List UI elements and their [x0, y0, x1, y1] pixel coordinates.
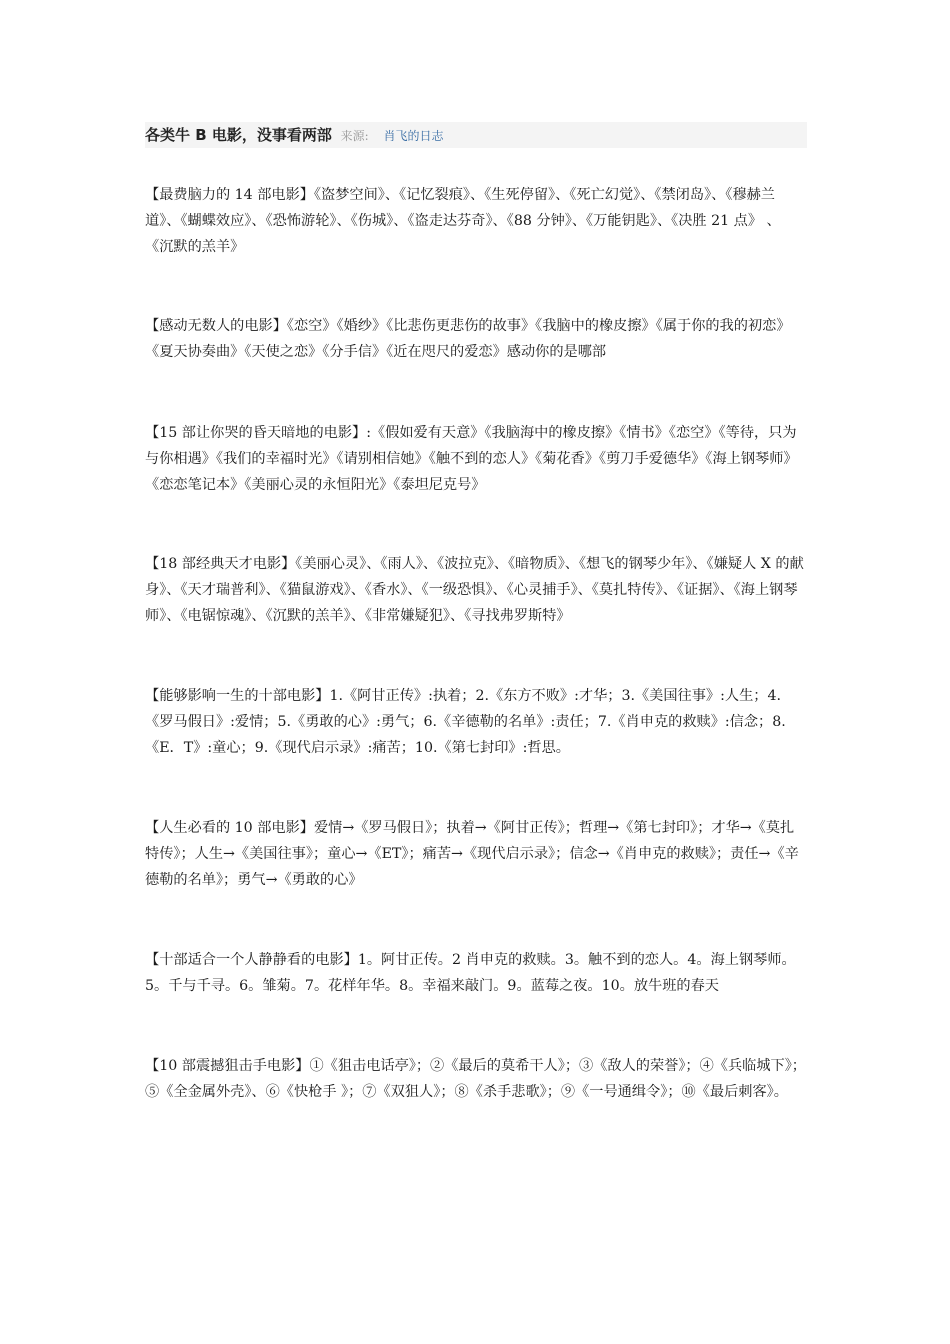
section-body: ①《狙击电话亭》；②《最后的莫希干人》；③《敌人的荣誉》；④《兵临城下》；⑤《全金属外壳》、⑥《快枪手 》；⑦《双狙人》；⑧《杀手悲歌》；⑨《一号通缉令》；⑩《最后刺客》。 — [145, 1058, 806, 1100]
section-body: 1。阿甘正传。2 肖申克的救赎。3。触不到的恋人。4。海上钢琴师。5。千与千寻。6。雏菊。7。花样年华。8。幸福来敲门。9。蓝莓之夜。10。放牛班的春天 — [145, 952, 796, 994]
section-must-see-films — [145, 815, 807, 893]
source-link[interactable]: 肖飞的日志 — [383, 129, 444, 143]
section-heading: 【人生必看的 10 部电影】 — [145, 820, 314, 836]
section-heading: 【10 部震撼狙击手电影】 — [145, 1058, 310, 1074]
section-body: 爱情→《罗马假日》；执着→《阿甘正传》；哲理→《第七封印》；才华→《莫扎特传》；人生→《美国往事》；童心→《ET》；痛苦→《现代启示录》；信念→《肖申克的救赎》；责任→《辛德勒的名单》；勇气→《勇敢的心》 — [145, 820, 799, 888]
section-tearjerker-films — [145, 420, 807, 498]
section-touching-films — [145, 313, 807, 365]
section-heading: 【十部适合一个人静静看的电影】 — [145, 952, 358, 968]
document-page — [145, 122, 807, 1105]
section-heading: 【最费脑力的 14 部电影】 — [145, 187, 314, 203]
section-body: 《恋空》《婚纱》《比悲伤更悲伤的故事》《我脑中的橡皮擦》《属于你的我的初恋》《夏天协奏曲》《天使之恋》《分手信》《近在咫尺的爱恋》感动你的是哪部 — [145, 318, 791, 360]
section-solo-watch-films — [145, 947, 807, 999]
source-label: 来源: — [340, 129, 369, 143]
section-genius-films — [145, 551, 807, 629]
section-heading: 【能够影响一生的十部电影】 — [145, 688, 330, 704]
section-life-influencing-films — [145, 683, 807, 761]
section-body: 1.《阿甘正传》:执着；2.《东方不败》:才华；3.《美国往事》:人生；4.《罗马假日》:爱情；5.《勇敢的心》:勇气；6.《辛德勒的名单》:责任；7.《肖申克的救赎》:信念；8.《E．T》:童心；9.《现代启示录》:痛苦；10.《第七封印》:哲思。 — [145, 688, 786, 756]
section-body: :《假如爱有天意》《我脑海中的橡皮擦》《情书》《恋空》《等待，只为与你相遇》《我们的幸福时光》《请别相信她》《触不到的恋人》《菊花香》《剪刀手爱德华》《海上钢琴师》《恋恋笔记本》《美丽心灵的永恒阳光》《泰坦尼克号》 — [145, 425, 798, 493]
section-body: 《盗梦空间》、《记忆裂痕》、《生死停留》、《死亡幻觉》、《禁闭岛》、《穆赫兰道》、《蝴蝶效应》、《恐怖游轮》、《伤城》、《盗走达芬奇》、《88 分钟》、《万能钥匙》、《决胜 21 点》 、 《沉默的羔羊》 — [145, 187, 781, 255]
section-heading: 【18 部经典天才电影】 — [145, 556, 296, 572]
section-sniper-films — [145, 1053, 807, 1105]
section-body: 《美丽心灵》、《雨人》、《波拉克》、《暗物质》、《想飞的钢琴少年》、《嫌疑人 X 的献身》、《天才瑞普利》、《猫鼠游戏》、《香水》、《一级恐惧》、《心灵捕手》、《莫扎特传》、《证据》、《海上钢琴师》、《电锯惊魂》、《沉默的羔羊》、《非常嫌疑犯》、《寻找弗罗斯特》 — [145, 556, 804, 624]
section-heading: 【感动无数人的电影】 — [145, 318, 287, 334]
title-bar — [145, 122, 807, 148]
page-title: 各类牛 B 电影，没事看两部 — [145, 126, 332, 144]
section-heading: 【15 部让你哭的昏天暗地的电影】 — [145, 425, 367, 441]
section-brain-burning-films — [145, 182, 807, 260]
